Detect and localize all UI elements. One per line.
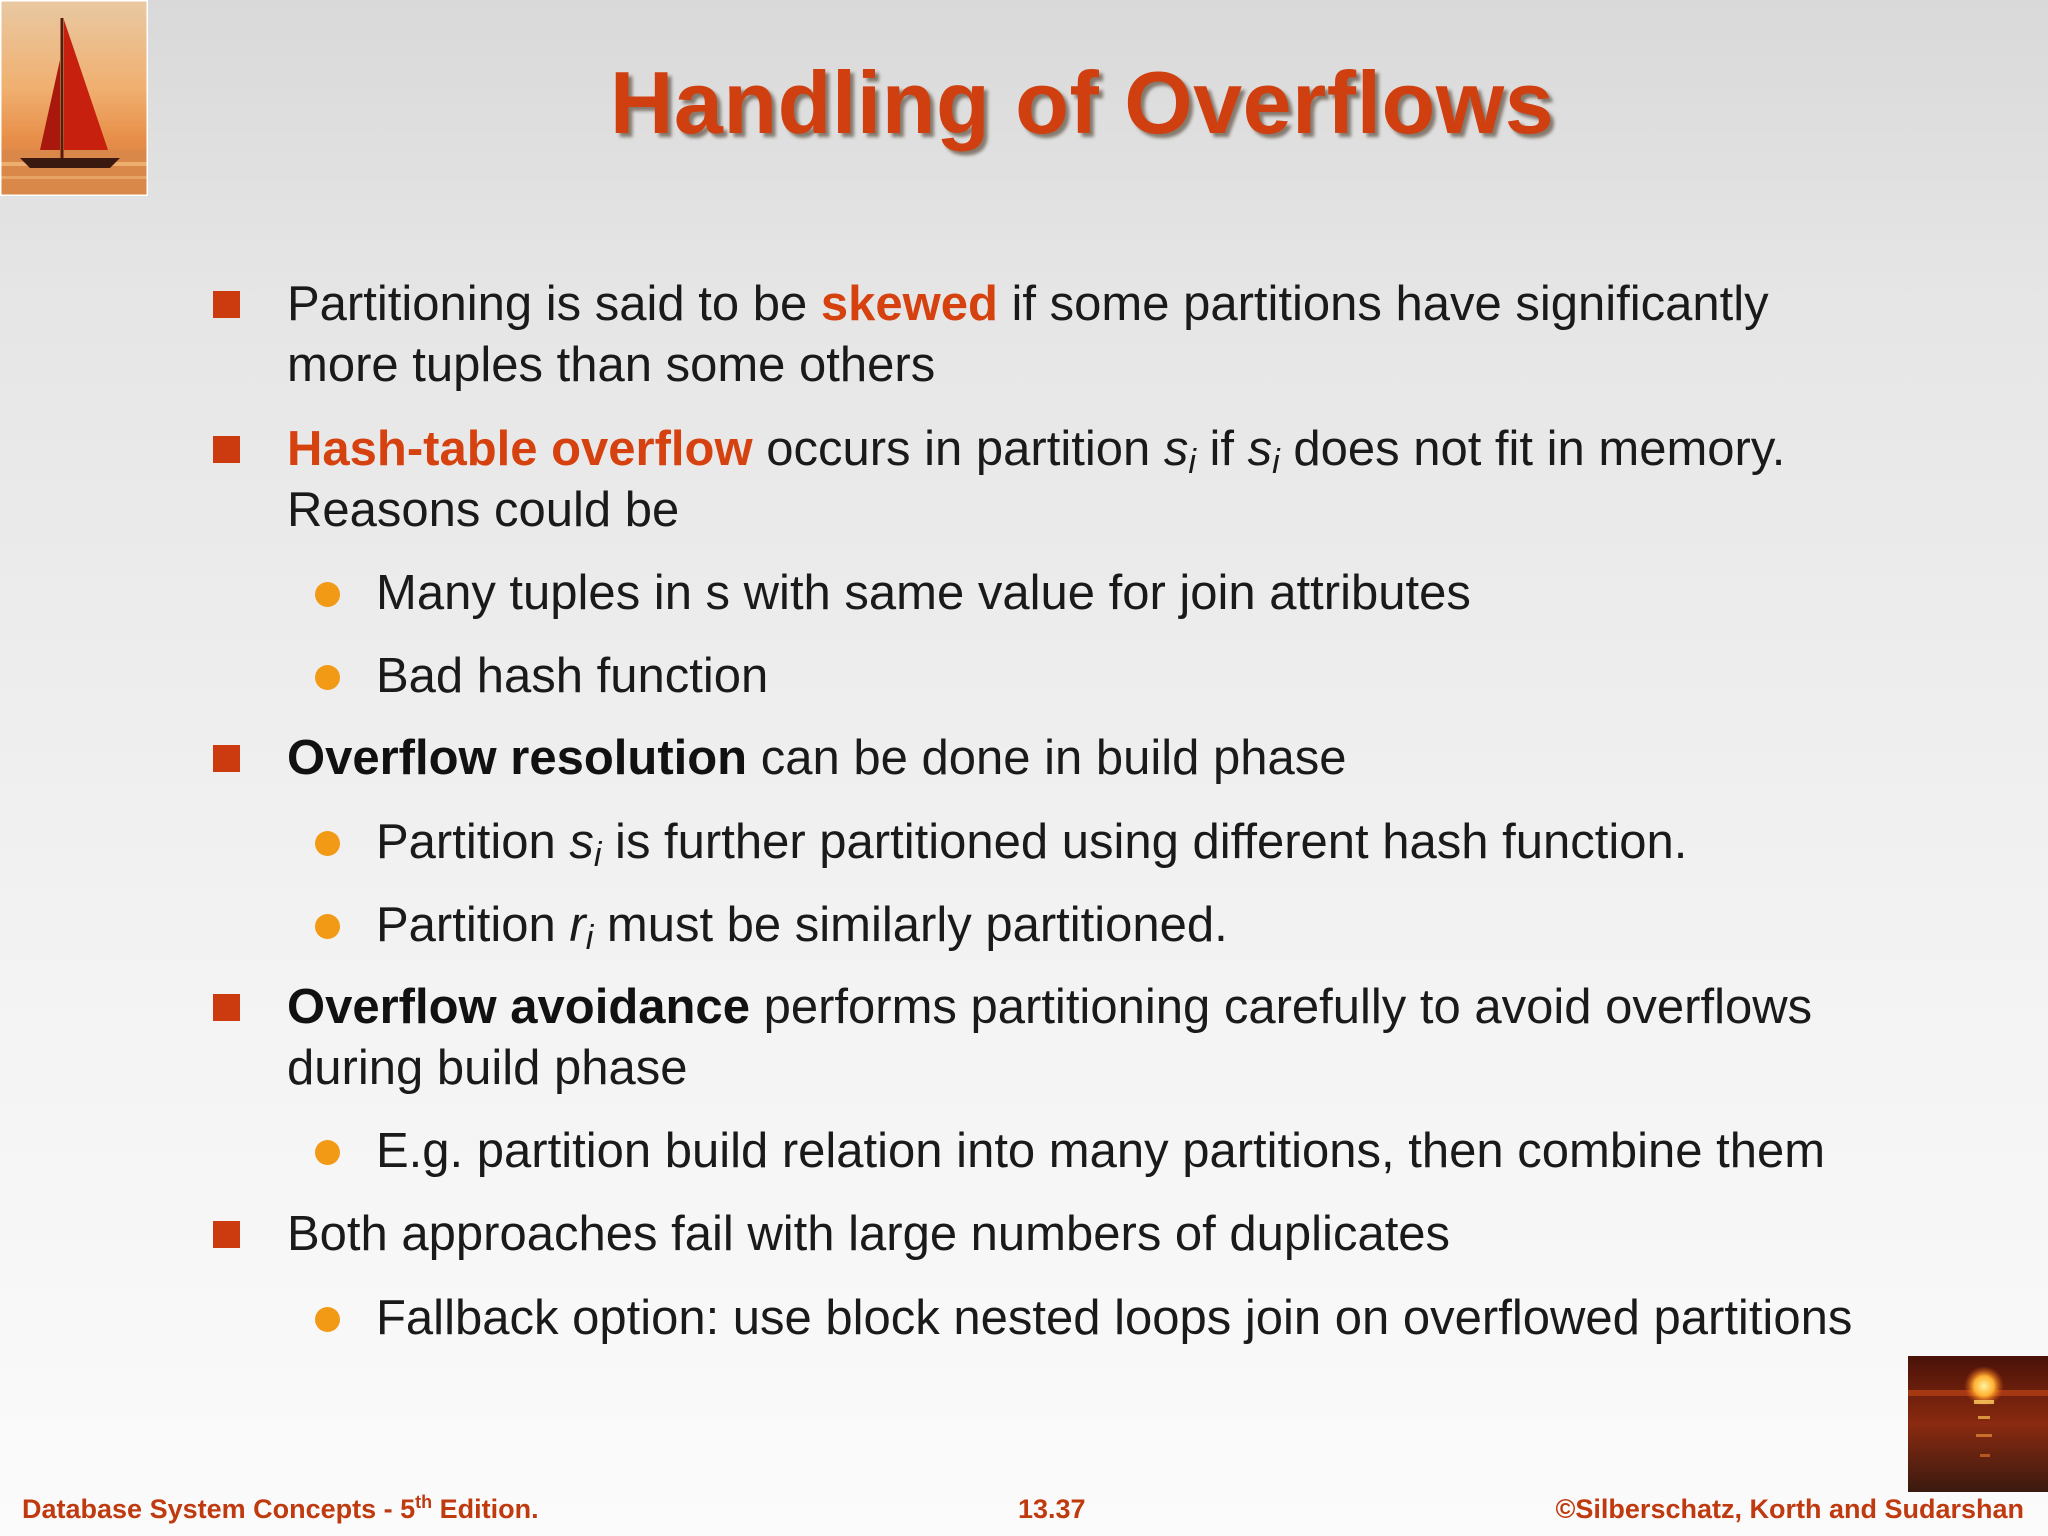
bullet-dot-icon	[315, 1307, 340, 1332]
bullet-1-text: Partitioning is said to be skewed if some partitions have significantly	[287, 277, 1769, 331]
footer-copyright: ©Silberschatz, Korth and Sudarshan	[1555, 1494, 2024, 1524]
sunset-image	[1908, 1356, 2048, 1492]
sub-bullet-text: Fallback option: use block nested loops join on overflowed partitions	[376, 1291, 1853, 1345]
bullet-2-text: Hash-table overflow occurs in partition $s_i$ if $s_i$ does not fit in memory.	[287, 422, 1786, 481]
sub-bullet-text: Partition $s_i$ is further partitioned using different hash function.	[376, 815, 1688, 874]
footer-slide-number: 13.37	[1018, 1494, 1086, 1524]
sub-bullet-text: Partition $r_i$ must be similarly partitioned.	[376, 898, 1228, 957]
footer-book-title: Database System Concepts - 5th Edition.	[22, 1492, 539, 1524]
bullet-dot-icon	[315, 831, 340, 856]
sub-bullet-text: E.g. partition build relation into many partitions, then combine them	[376, 1124, 1826, 1178]
bullet-square-icon	[213, 1221, 240, 1248]
bullet-2-line2: Reasons could be	[287, 483, 680, 537]
bullet-4-line2: during build phase	[287, 1041, 688, 1095]
bullet-dot-icon	[315, 914, 340, 939]
bullet-dot-icon	[315, 582, 340, 607]
bullet-dot-icon	[315, 665, 340, 690]
slide-title: Handling of Overflows	[609, 53, 1555, 152]
bullet-square-icon	[213, 994, 240, 1021]
bullet-square-icon	[213, 291, 240, 318]
bullet-3-text: Overflow resolution can be done in build phase	[287, 731, 1347, 785]
sub-bullet-text: Many tuples in s with same value for join attributes	[376, 566, 1471, 620]
bullet-5-text: Both approaches fail with large numbers of duplicates	[287, 1207, 1451, 1261]
sub-bullet-text: Bad hash function	[376, 649, 769, 703]
bullet-dot-icon	[315, 1140, 340, 1165]
bullet-1-line2: more tuples than some others	[287, 338, 936, 392]
bullet-4-text: Overflow avoidance performs partitioning carefully to avoid overflows	[287, 980, 1813, 1034]
bullet-square-icon	[213, 436, 240, 463]
bullet-square-icon	[213, 745, 240, 772]
